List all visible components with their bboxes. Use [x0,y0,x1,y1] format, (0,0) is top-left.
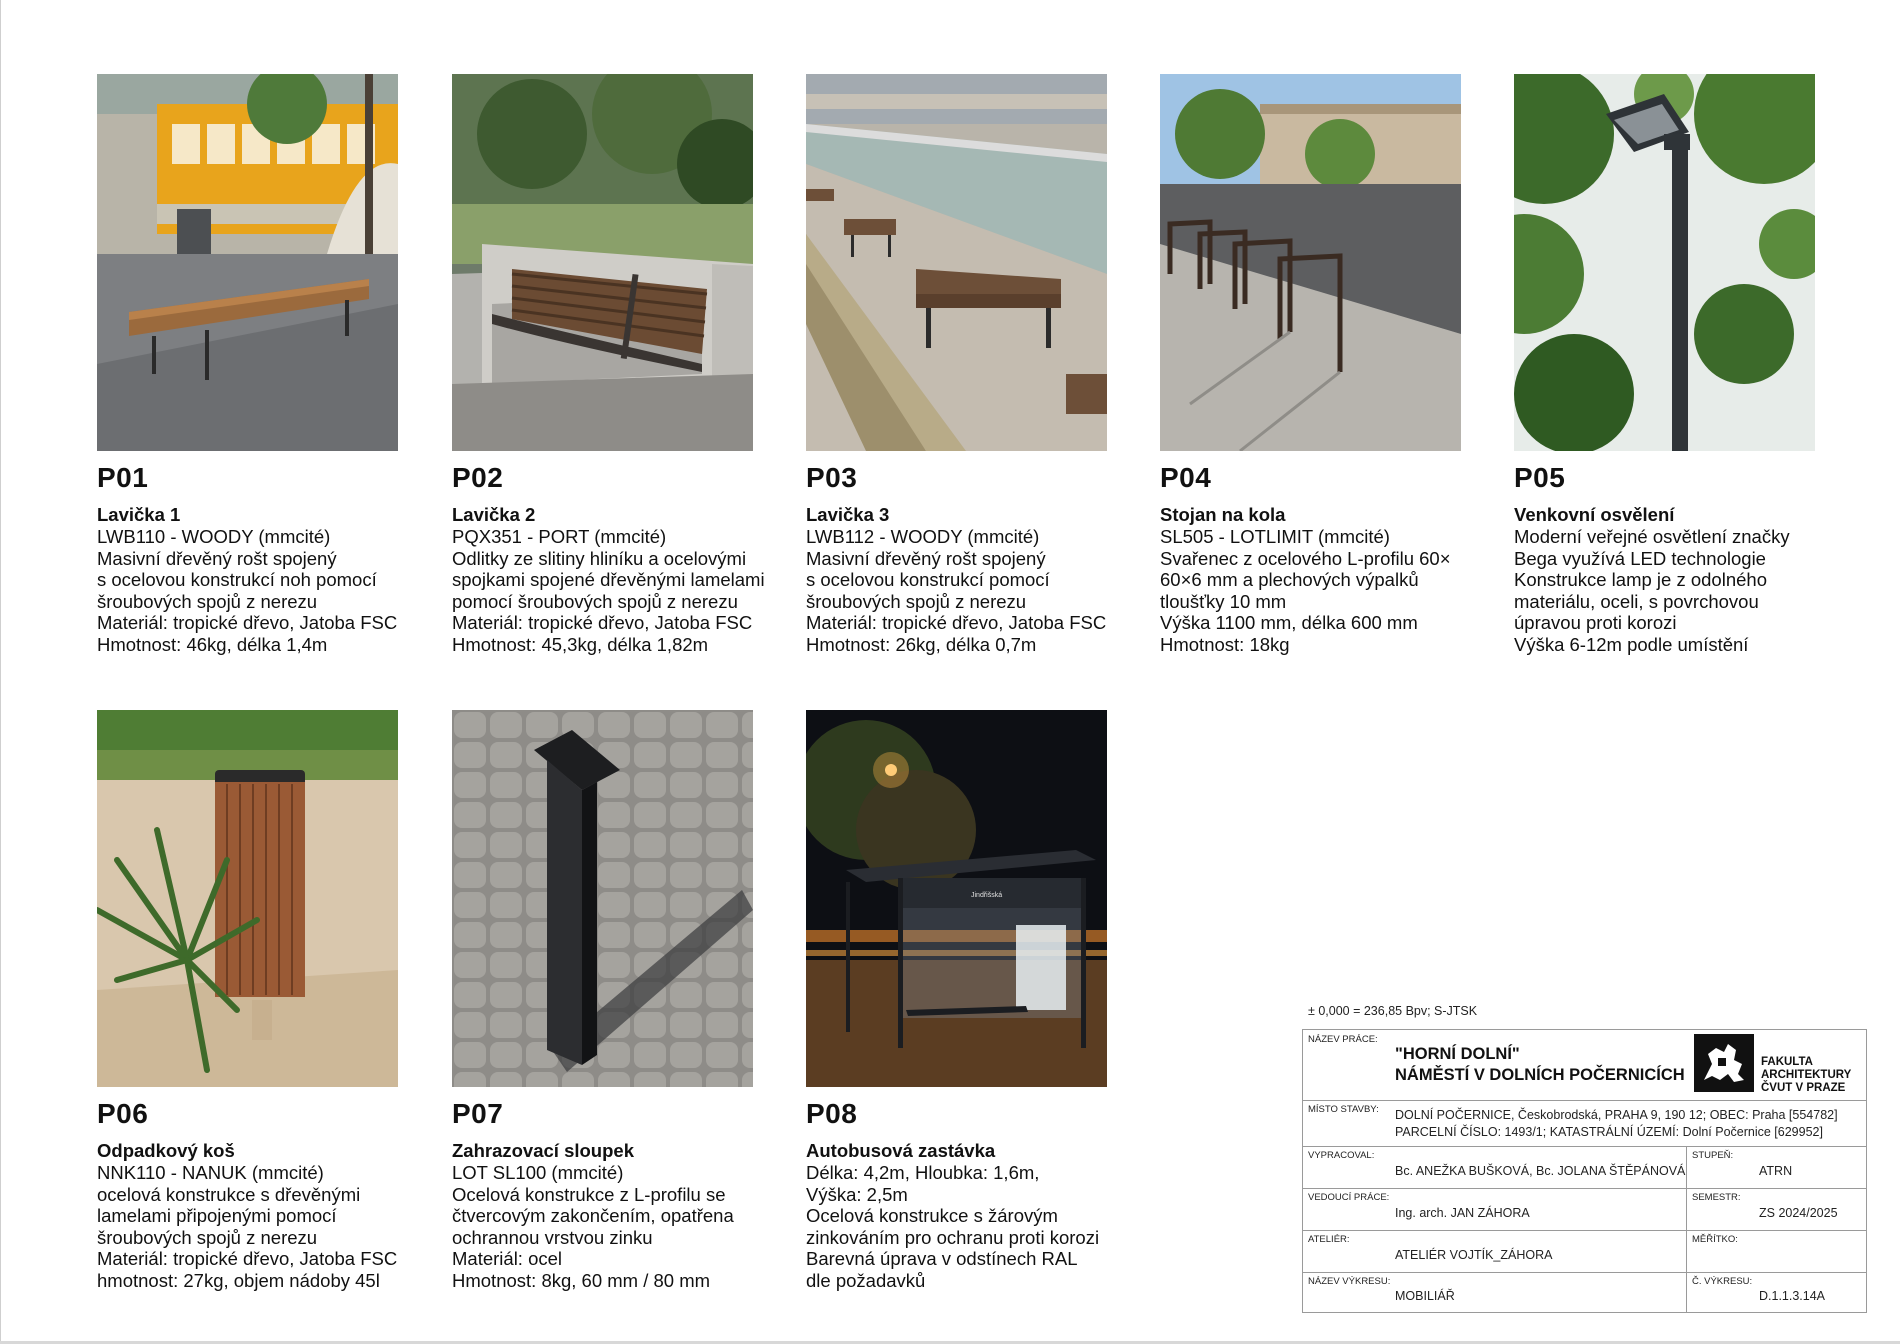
item-description [1514,526,1854,655]
row-divider [1303,1188,1866,1189]
drawing-name: MOBILIÁŘ [1395,1289,1455,1303]
description-line: spojkami spojené dřevěnými lamelami [452,569,765,590]
sheet-border [0,0,1,1344]
description-line: Masivní dřevěný rošt spojený [806,547,1046,569]
description-line: pomocí šroubových spojů z nerezu [452,590,738,612]
drawing-label: NÁZEV VÝKRESU: [1308,1276,1391,1287]
item-description [806,1162,1146,1291]
description-line: šroubových spojů z nerezu [97,590,318,612]
bench-photo [452,74,753,451]
description-line: 60×6 mm a plechových výpalků [1160,569,1419,590]
elevation-note: ± 0,000 = 236,85 Bpv; S-JTSK [1308,1004,1478,1018]
description-line: Výška 1100 mm, délka 600 mm [1160,612,1418,633]
description-line: s ocelovou konstrukcí pomocí [806,569,1050,590]
title-block [1302,1029,1867,1313]
item-name: Autobusová zastávka [806,1140,996,1161]
description-line: Masivní dřevěný rošt spojený [97,547,337,569]
stage: ATRN [1759,1164,1793,1178]
project-title-line: NÁMĚSTÍ V DOLNÍCH POČERNICÍCH [1395,1066,1685,1084]
description-line: šroubových spojů z nerezu [97,1226,318,1248]
description-line: LWB112 - WOODY (mmcité) [806,526,1040,547]
description-line: Bega využívá LED technologie [1514,547,1766,569]
bike-stand-photo [1160,74,1461,451]
description-line: Hmotnost: 18kg [1160,633,1290,655]
item-code: P07 [452,1098,504,1129]
item-code: P03 [806,462,858,493]
litter-bin-photo [97,710,398,1087]
item-description [97,526,437,655]
description-line: dle požadavků [806,1269,926,1291]
description-line: Materiál: tropické dřevo, Jatoba FSC [806,612,1107,633]
description-line: Konstrukce lamp je z odolného [1514,569,1767,590]
description-line: čtvercovým zakončením, opatřena [452,1205,734,1226]
item-description [97,1162,437,1291]
description-line: materiálu, oceli, s povrchovou [1514,590,1759,612]
drawing-number: D.1.1.3.14A [1759,1289,1826,1303]
shelter-sign: Jindřišská [971,892,1003,899]
project-label: NÁZEV PRÁCE: [1308,1034,1378,1045]
description-line: Hmotnost: 8kg, 60 mm / 80 mm [452,1269,711,1291]
row-divider [1303,1272,1866,1273]
supervisor: Ing. arch. JAN ZÁHORA [1395,1206,1530,1220]
item-name: Lavička 1 [97,504,181,525]
description-line: LOT SL100 (mmcité) [452,1162,624,1183]
author-label: VYPRACOVAL: [1308,1150,1375,1161]
bollard-photo [452,710,753,1087]
faculty-name-line: ČVUT V PRAZE [1761,1082,1846,1094]
cvut-logo-icon [1694,1034,1754,1092]
description-line: Výška 6-12m podle umístění [1514,633,1749,655]
project-title [1395,1044,1685,1086]
description-line: hmotnost: 27kg, objem nádoby 45l [97,1269,380,1291]
faculty-name-line: FAKULTA [1761,1056,1813,1068]
studio-label: ATELIÉR: [1308,1234,1350,1245]
item-code: P06 [97,1098,149,1129]
faculty-name [1761,1056,1851,1095]
author: Bc. ANEŽKA BUŠKOVÁ, Bc. JOLANA ŠTĚPÁNOVÁ [1395,1164,1686,1178]
semester: ZS 2024/2025 [1759,1206,1838,1220]
description-line: Hmotnost: 46kg, délka 1,4m [97,633,328,655]
description-line: NNK110 - NANUK (mmcité) [97,1162,324,1183]
bus-shelter-photo [806,710,1107,1087]
description-line: Materiál: ocel [452,1248,563,1269]
description-line: tloušťky 10 mm [1160,590,1287,612]
site-line: PARCELNÍ ČÍSLO: 1493/1; KATASTRÁLNÍ ÚZEMÍ: Dolní Počernice [629952] [1395,1125,1823,1139]
row-divider [1303,1230,1866,1231]
item-name: Lavička 3 [806,504,890,525]
faculty-name-line: ARCHITEKTURY [1761,1069,1852,1081]
description-line: Barevná úprava v odstínech RAL [806,1248,1078,1269]
description-line: Ocelová konstrukce z L-profilu se [452,1183,726,1205]
item-code: P04 [1160,462,1212,493]
item-code: P05 [1514,462,1566,493]
description-line: Materiál: tropické dřevo, Jatoba FSC [97,612,398,633]
item-description [1160,526,1500,655]
site-label: MÍSTO STAVBY: [1308,1104,1379,1115]
item-description [452,1162,792,1291]
stage-label: STUPEŇ: [1692,1150,1734,1161]
row-divider [1303,1100,1866,1101]
item-name: Lavička 2 [452,504,536,525]
description-line: PQX351 - PORT (mmcité) [452,526,667,547]
supervisor-label: VEDOUCÍ PRÁCE: [1308,1192,1390,1203]
item-name: Venkovní osvělení [1514,504,1675,525]
item-code: P08 [806,1098,858,1129]
description-line: Délka: 4,2m, Hloubka: 1,6m, [806,1162,1040,1183]
street-lamp-photo [1514,74,1815,451]
description-line: Materiál: tropické dřevo, Jatoba FSC [97,1248,398,1269]
row-divider [1303,1146,1866,1147]
project-title-line: "HORNÍ DOLNÍ" [1395,1045,1520,1063]
description-line: zinkováním pro ochranu proti korozi [806,1226,1100,1248]
bench-photo [806,74,1107,451]
description-line: SL505 - LOTLIMIT (mmcité) [1160,526,1390,547]
studio: ATELIÉR VOJTÍK_ZÁHORA [1395,1248,1553,1262]
item-description [806,526,1146,655]
item-name: Stojan na kola [1160,504,1286,525]
description-line: ocelová konstrukce s dřevěnými [97,1183,361,1205]
description-line: Materiál: tropické dřevo, Jatoba FSC [452,612,753,633]
description-line: Odlitky ze slitiny hliníku a ocelovými [452,547,747,569]
item-name: Zahrazovací sloupek [452,1140,634,1161]
description-line: lamelami připojenými pomocí [97,1205,337,1226]
item-code: P02 [452,462,504,493]
bench-photo [97,74,398,451]
description-line: Ocelová konstrukce s žárovým [806,1205,1058,1226]
item-code: P01 [97,462,149,493]
scale-label: MĚŘÍTKO: [1692,1234,1738,1245]
description-line: Hmotnost: 26kg, délka 0,7m [806,633,1037,655]
description-line: s ocelovou konstrukcí noh pomocí [97,569,377,590]
site-line: DOLNÍ POČERNICE, Českobrodská, PRAHA 9, 190 12; OBEC: Praha [554782] [1395,1108,1838,1122]
description-line: šroubových spojů z nerezu [806,590,1027,612]
number-label: Č. VÝKRESU: [1692,1276,1753,1287]
description-line: Výška: 2,5m [806,1183,908,1205]
semester-label: SEMESTR: [1692,1192,1741,1203]
description-line: Svařenec z ocelového L-profilu 60× [1160,547,1451,569]
description-line: Hmotnost: 45,3kg, délka 1,82m [452,633,709,655]
description-line: LWB110 - WOODY (mmcité) [97,526,331,547]
item-name: Odpadkový koš [97,1140,235,1161]
description-line: Moderní veřejné osvětlení značky [1514,526,1790,547]
description-line: ochrannou vrstvou zinku [452,1226,653,1248]
description-line: úpravou proti korozi [1514,612,1677,633]
item-description [452,526,792,655]
